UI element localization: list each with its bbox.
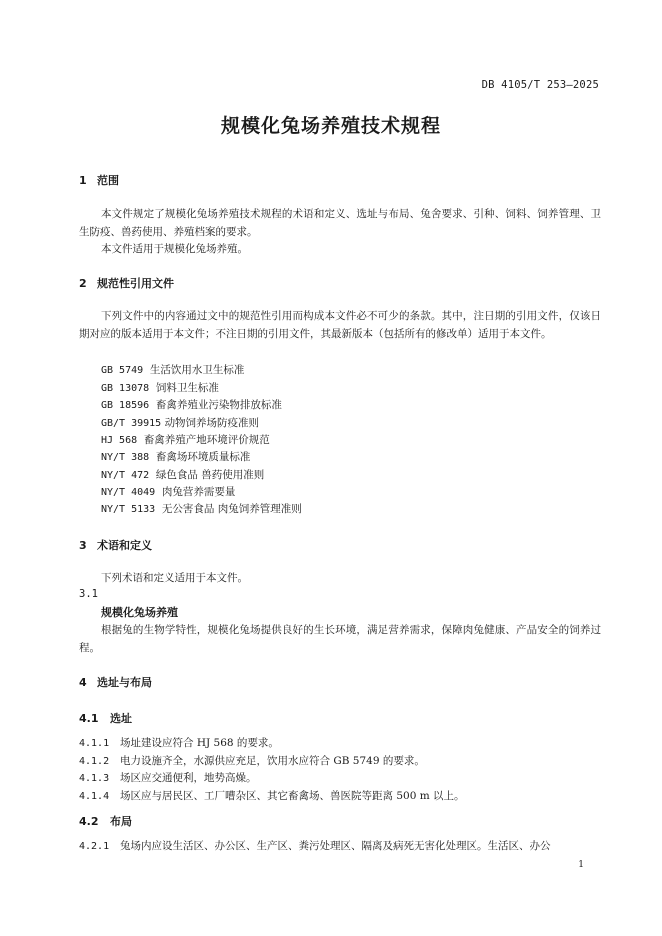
section-title: 术语和定义 [97,539,152,552]
section-4-heading [79,674,152,690]
doc-code: DB 4105/T 253—2025 [481,79,599,91]
section-number: 2 [79,277,87,290]
reference-name: 畜禽养殖业污染物排放标准 [155,399,282,411]
clause-text: 电力设施齐全，水源供应充足，饮用水应符合 GB 5749 的要求。 [120,755,425,767]
reference-item [101,467,264,482]
reference-name: 动物饲养场防疫准则 [164,417,260,429]
section-title: 规范性引用文件 [97,277,174,290]
subsection-title: 布局 [110,815,132,828]
section-1-paragraph-2: 本文件适用于规模化兔场养殖。 [101,243,248,255]
reference-code: NY/T 4049 [101,487,156,498]
reference-item [101,380,219,395]
reference-name: 绿色食品 兽药使用准则 [155,469,265,481]
reference-code: NY/T 5133 [101,504,156,515]
document-title: 规模化兔场养殖技术规程 [220,115,441,137]
clause [79,734,601,753]
section-1-heading [79,172,119,188]
reference-item [101,432,270,447]
clause-number: 4.1.4 [79,791,110,802]
clause [79,837,601,856]
term-name: 规模化兔场养殖 [101,606,178,619]
section-3-heading [79,537,152,553]
section-number: 4 [79,676,87,689]
reference-name: 肉兔营养需要量 [161,486,236,498]
clause-text: 兔场内应设生活区、办公区、生产区、粪污处理区、隔离及病死无害化处理区。生活区、办公 [120,840,551,852]
clause-number: 4.1.2 [79,756,110,767]
reference-code: NY/T 388 [101,452,150,463]
clause [79,787,601,806]
reference-item [101,415,259,430]
page-number: 1 [578,860,584,870]
section-2-paragraph-1: 下列文件中的内容通过文中的规范性引用而构成本文件必不可少的条款。其中，注日期的引用文件，仅该日期对应的版本适用于本文件；不注日期的引用文件，其最新版本（包括所有的修改单）适用于本文件。 [79,310,601,340]
reference-code: GB 5749 [101,365,144,376]
clause [79,769,601,788]
subsection-number: 4.1 [79,712,99,725]
reference-name: 饲料卫生标准 [155,382,219,394]
clause-text: 场址建设应符合 HJ 568 的要求。 [120,737,279,749]
reference-item [101,397,282,412]
clause-number: 4.1.1 [79,738,110,749]
clause-number: 4.1.3 [79,773,110,784]
reference-name: 畜禽场环境质量标准 [155,451,251,463]
reference-item [101,484,235,499]
clause-number: 4.2.1 [79,841,110,852]
section-number: 3 [79,539,87,552]
reference-code: GB 18596 [101,400,150,411]
section-2-heading [79,275,174,291]
section-1-paragraph-1: 本文件规定了规模化兔场养殖技术规程的术语和定义、选址与布局、兔舍要求、引种、饲料、饲养管理、卫生防疫、兽药使用、养殖档案的要求。 [79,208,601,238]
reference-name: 无公害食品 肉兔饲养管理准则 [161,503,302,515]
subsection-title: 选址 [110,712,132,725]
section-number: 1 [79,174,87,187]
reference-item [101,449,250,464]
reference-code: GB 13078 [101,383,150,394]
reference-item [101,362,244,377]
subsection-number: 4.2 [79,815,99,828]
subsection-4-2-heading [79,813,132,829]
clause-text: 场区应交通便利，地势高燥。 [120,772,257,784]
subsection-4-1-heading [79,710,132,726]
term-number: 3.1 [79,588,98,600]
section-title: 选址与布局 [97,676,152,689]
reference-name: 畜禽养殖产地环境评价规范 [143,434,270,446]
reference-code: GB/T 39915 [101,418,162,429]
term-definition: 根据兔的生物学特性，规模化兔场提供良好的生长环境，满足营养需求，保障肉兔健康、产品安全的饲养过程。 [79,624,601,654]
reference-item [101,501,302,516]
reference-code: HJ 568 [101,435,138,446]
reference-name: 生活饮用水卫生标准 [149,364,245,376]
section-3-paragraph-1: 下列术语和定义适用于本文件。 [101,572,248,584]
clause-text: 场区应与居民区、工厂嘈杂区、其它畜禽场、兽医院等距离 500 m 以上。 [120,790,465,802]
reference-code: NY/T 472 [101,470,150,481]
section-title: 范围 [97,174,119,187]
